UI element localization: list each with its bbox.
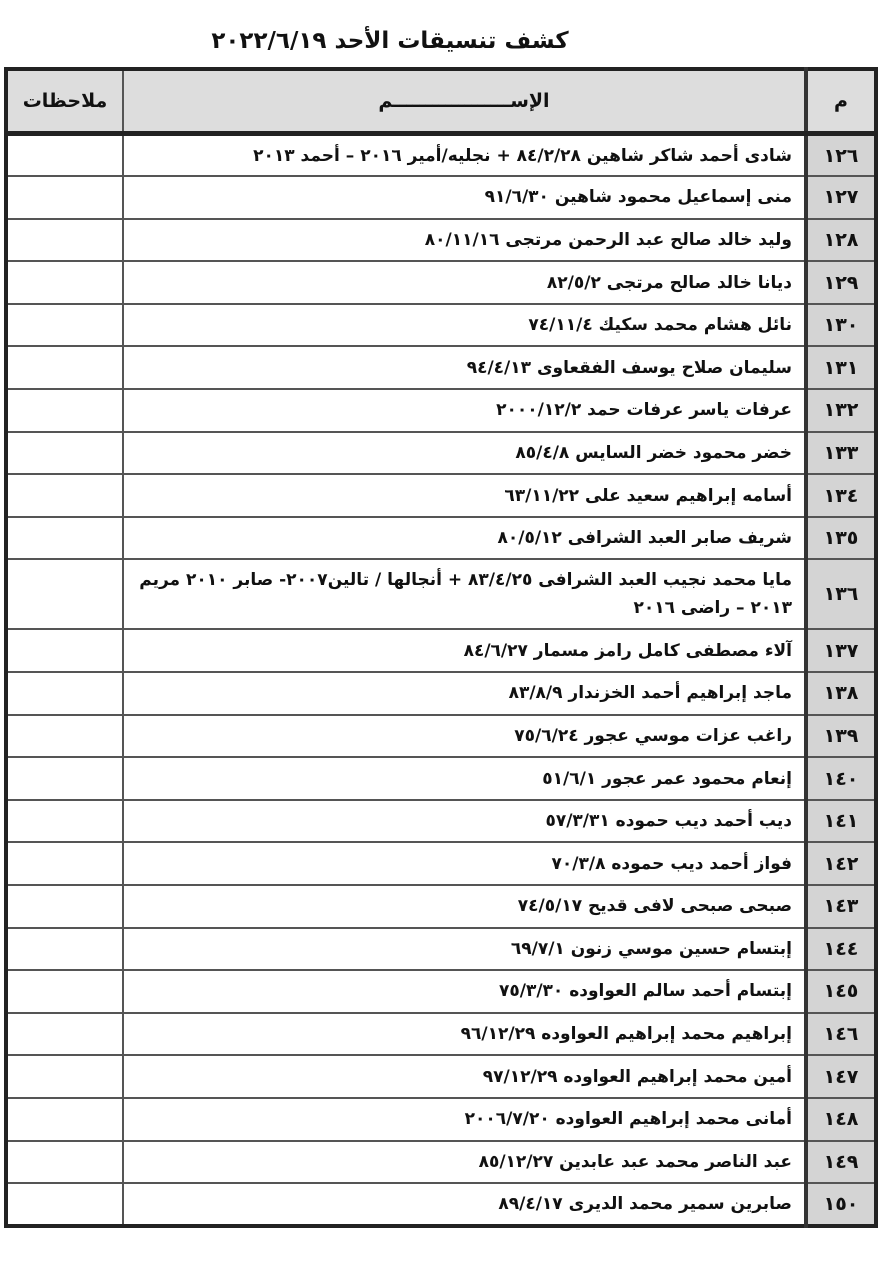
row-name: نائل هشام محمد سكيك ٧٤/١١/٤ <box>123 304 806 347</box>
row-notes <box>6 800 123 843</box>
table-row <box>6 1098 876 1141</box>
table-row <box>6 389 876 432</box>
table-row <box>6 346 876 389</box>
row-notes <box>6 559 123 629</box>
row-number: ١٣١ <box>806 346 876 389</box>
header-number: م <box>806 69 876 134</box>
row-name: أمانى محمد إبراهيم العواوده ٢٠٠٦/٧/٢٠ <box>123 1098 806 1141</box>
names-table <box>4 67 878 1228</box>
row-notes <box>6 1013 123 1056</box>
row-number: ١٣٨ <box>806 672 876 715</box>
row-number: ١٢٦ <box>806 134 876 177</box>
row-notes <box>6 517 123 560</box>
row-name: ماجد إبراهيم أحمد الخزندار ٨٣/٨/٩ <box>123 672 806 715</box>
row-name: عبد الناصر محمد عبد عابدين ٨٥/١٢/٢٧ <box>123 1141 806 1184</box>
row-number: ١٤٤ <box>806 928 876 971</box>
table-row <box>6 672 876 715</box>
row-name: أسامه إبراهيم سعيد على ٦٣/١١/٢٢ <box>123 474 806 517</box>
row-name: إنعام محمود عمر عجور ٥١/٦/١ <box>123 757 806 800</box>
row-notes <box>6 346 123 389</box>
table-row <box>6 885 876 928</box>
row-notes <box>6 474 123 517</box>
row-notes <box>6 970 123 1013</box>
table-row <box>6 134 876 177</box>
row-number: ١٤١ <box>806 800 876 843</box>
header-row <box>6 69 876 134</box>
header-notes: ملاحظات <box>6 69 123 134</box>
row-number: ١٢٨ <box>806 219 876 262</box>
row-number: ١٣٢ <box>806 389 876 432</box>
row-number: ١٣٩ <box>806 715 876 758</box>
row-notes <box>6 1183 123 1226</box>
row-notes <box>6 261 123 304</box>
row-notes <box>6 1098 123 1141</box>
row-number: ١٤٨ <box>806 1098 876 1141</box>
row-name: ديب أحمد ديب حموده ٥٧/٣/٣١ <box>123 800 806 843</box>
row-name: شريف صابر العبد الشرافى ٨٠/٥/١٢ <box>123 517 806 560</box>
page-title: كشف تنسيقات الأحد ٢٠٢٢/٦/١٩ <box>211 28 569 54</box>
table-row <box>6 559 876 629</box>
header-name: الإســــــــــــــــــم <box>123 69 806 134</box>
row-number: ١٣٦ <box>806 559 876 629</box>
table-row <box>6 800 876 843</box>
row-name: منى إسماعيل محمود شاهين ٩١/٦/٣٠ <box>123 176 806 219</box>
row-name: إبتسام أحمد سالم العواوده ٧٥/٣/٣٠ <box>123 970 806 1013</box>
row-number: ١٤٣ <box>806 885 876 928</box>
row-notes <box>6 1141 123 1184</box>
row-number: ١٤٧ <box>806 1055 876 1098</box>
table-row <box>6 517 876 560</box>
row-name: خضر محمود خضر السايس ٨٥/٤/٨ <box>123 432 806 475</box>
table-row <box>6 629 876 672</box>
row-number: ١٤٢ <box>806 842 876 885</box>
row-notes <box>6 928 123 971</box>
table-row <box>6 1183 876 1226</box>
row-notes <box>6 672 123 715</box>
row-number: ١٣٤ <box>806 474 876 517</box>
row-name: سليمان صلاح يوسف الفقعاوى ٩٤/٤/١٣ <box>123 346 806 389</box>
row-number: ١٣٠ <box>806 304 876 347</box>
row-name: عرفات ياسر عرفات حمد ٢٠٠٠/١٢/٢ <box>123 389 806 432</box>
row-number: ١٣٥ <box>806 517 876 560</box>
table-row <box>6 970 876 1013</box>
row-name: مايا محمد نجيب العبد الشرافى ٨٣/٤/٢٥ + أنجالها / تالين٢٠٠٧- صابر ٢٠١٠ مريم ٢٠١٣ – راضى ٢٠١٦ <box>123 559 806 629</box>
row-notes <box>6 885 123 928</box>
row-notes <box>6 432 123 475</box>
row-number: ١٢٧ <box>806 176 876 219</box>
table-row <box>6 1013 876 1056</box>
row-notes <box>6 715 123 758</box>
row-number: ١٤٥ <box>806 970 876 1013</box>
row-name: صبحى صبحى لافى قديح ٧٤/٥/١٧ <box>123 885 806 928</box>
row-name: أمين محمد إبراهيم العواوده ٩٧/١٢/٢٩ <box>123 1055 806 1098</box>
row-notes <box>6 757 123 800</box>
row-name: فواز أحمد ديب حموده ٧٠/٣/٨ <box>123 842 806 885</box>
row-number: ١٣٣ <box>806 432 876 475</box>
row-notes <box>6 389 123 432</box>
row-name: إبراهيم محمد إبراهيم العواوده ٩٦/١٢/٢٩ <box>123 1013 806 1056</box>
row-number: ١٣٧ <box>806 629 876 672</box>
table-row <box>6 176 876 219</box>
table-row <box>6 261 876 304</box>
row-name: صابرين سمير محمد الديرى ٨٩/٤/١٧ <box>123 1183 806 1226</box>
row-number: ١٤٠ <box>806 757 876 800</box>
row-notes <box>6 219 123 262</box>
row-notes <box>6 134 123 177</box>
table-row <box>6 1141 876 1184</box>
row-name: آلاء مصطفى كامل رامز مسمار ٨٤/٦/٢٧ <box>123 629 806 672</box>
row-notes <box>6 629 123 672</box>
row-notes <box>6 304 123 347</box>
row-number: ١٤٦ <box>806 1013 876 1056</box>
table-row <box>6 219 876 262</box>
table-row <box>6 474 876 517</box>
row-name: ديانا خالد صالح مرتجى ٨٢/٥/٢ <box>123 261 806 304</box>
row-name: وليد خالد صالح عبد الرحمن مرتجى ٨٠/١١/١٦ <box>123 219 806 262</box>
row-notes <box>6 1055 123 1098</box>
table-row <box>6 715 876 758</box>
table-row <box>6 432 876 475</box>
table-row <box>6 304 876 347</box>
row-number: ١٤٩ <box>806 1141 876 1184</box>
row-name: شادى أحمد شاكر شاهين ٨٤/٢/٢٨ + نجليه/أمير ٢٠١٦ – أحمد ٢٠١٣ <box>123 134 806 177</box>
row-notes <box>6 842 123 885</box>
row-name: راغب عزات موسي عجور ٧٥/٦/٢٤ <box>123 715 806 758</box>
table-row <box>6 842 876 885</box>
table-row <box>6 928 876 971</box>
row-number: ١٥٠ <box>806 1183 876 1226</box>
table-row <box>6 1055 876 1098</box>
row-name: إبتسام حسين موسي زنون ٦٩/٧/١ <box>123 928 806 971</box>
row-number: ١٢٩ <box>806 261 876 304</box>
row-notes <box>6 176 123 219</box>
table-row <box>6 757 876 800</box>
